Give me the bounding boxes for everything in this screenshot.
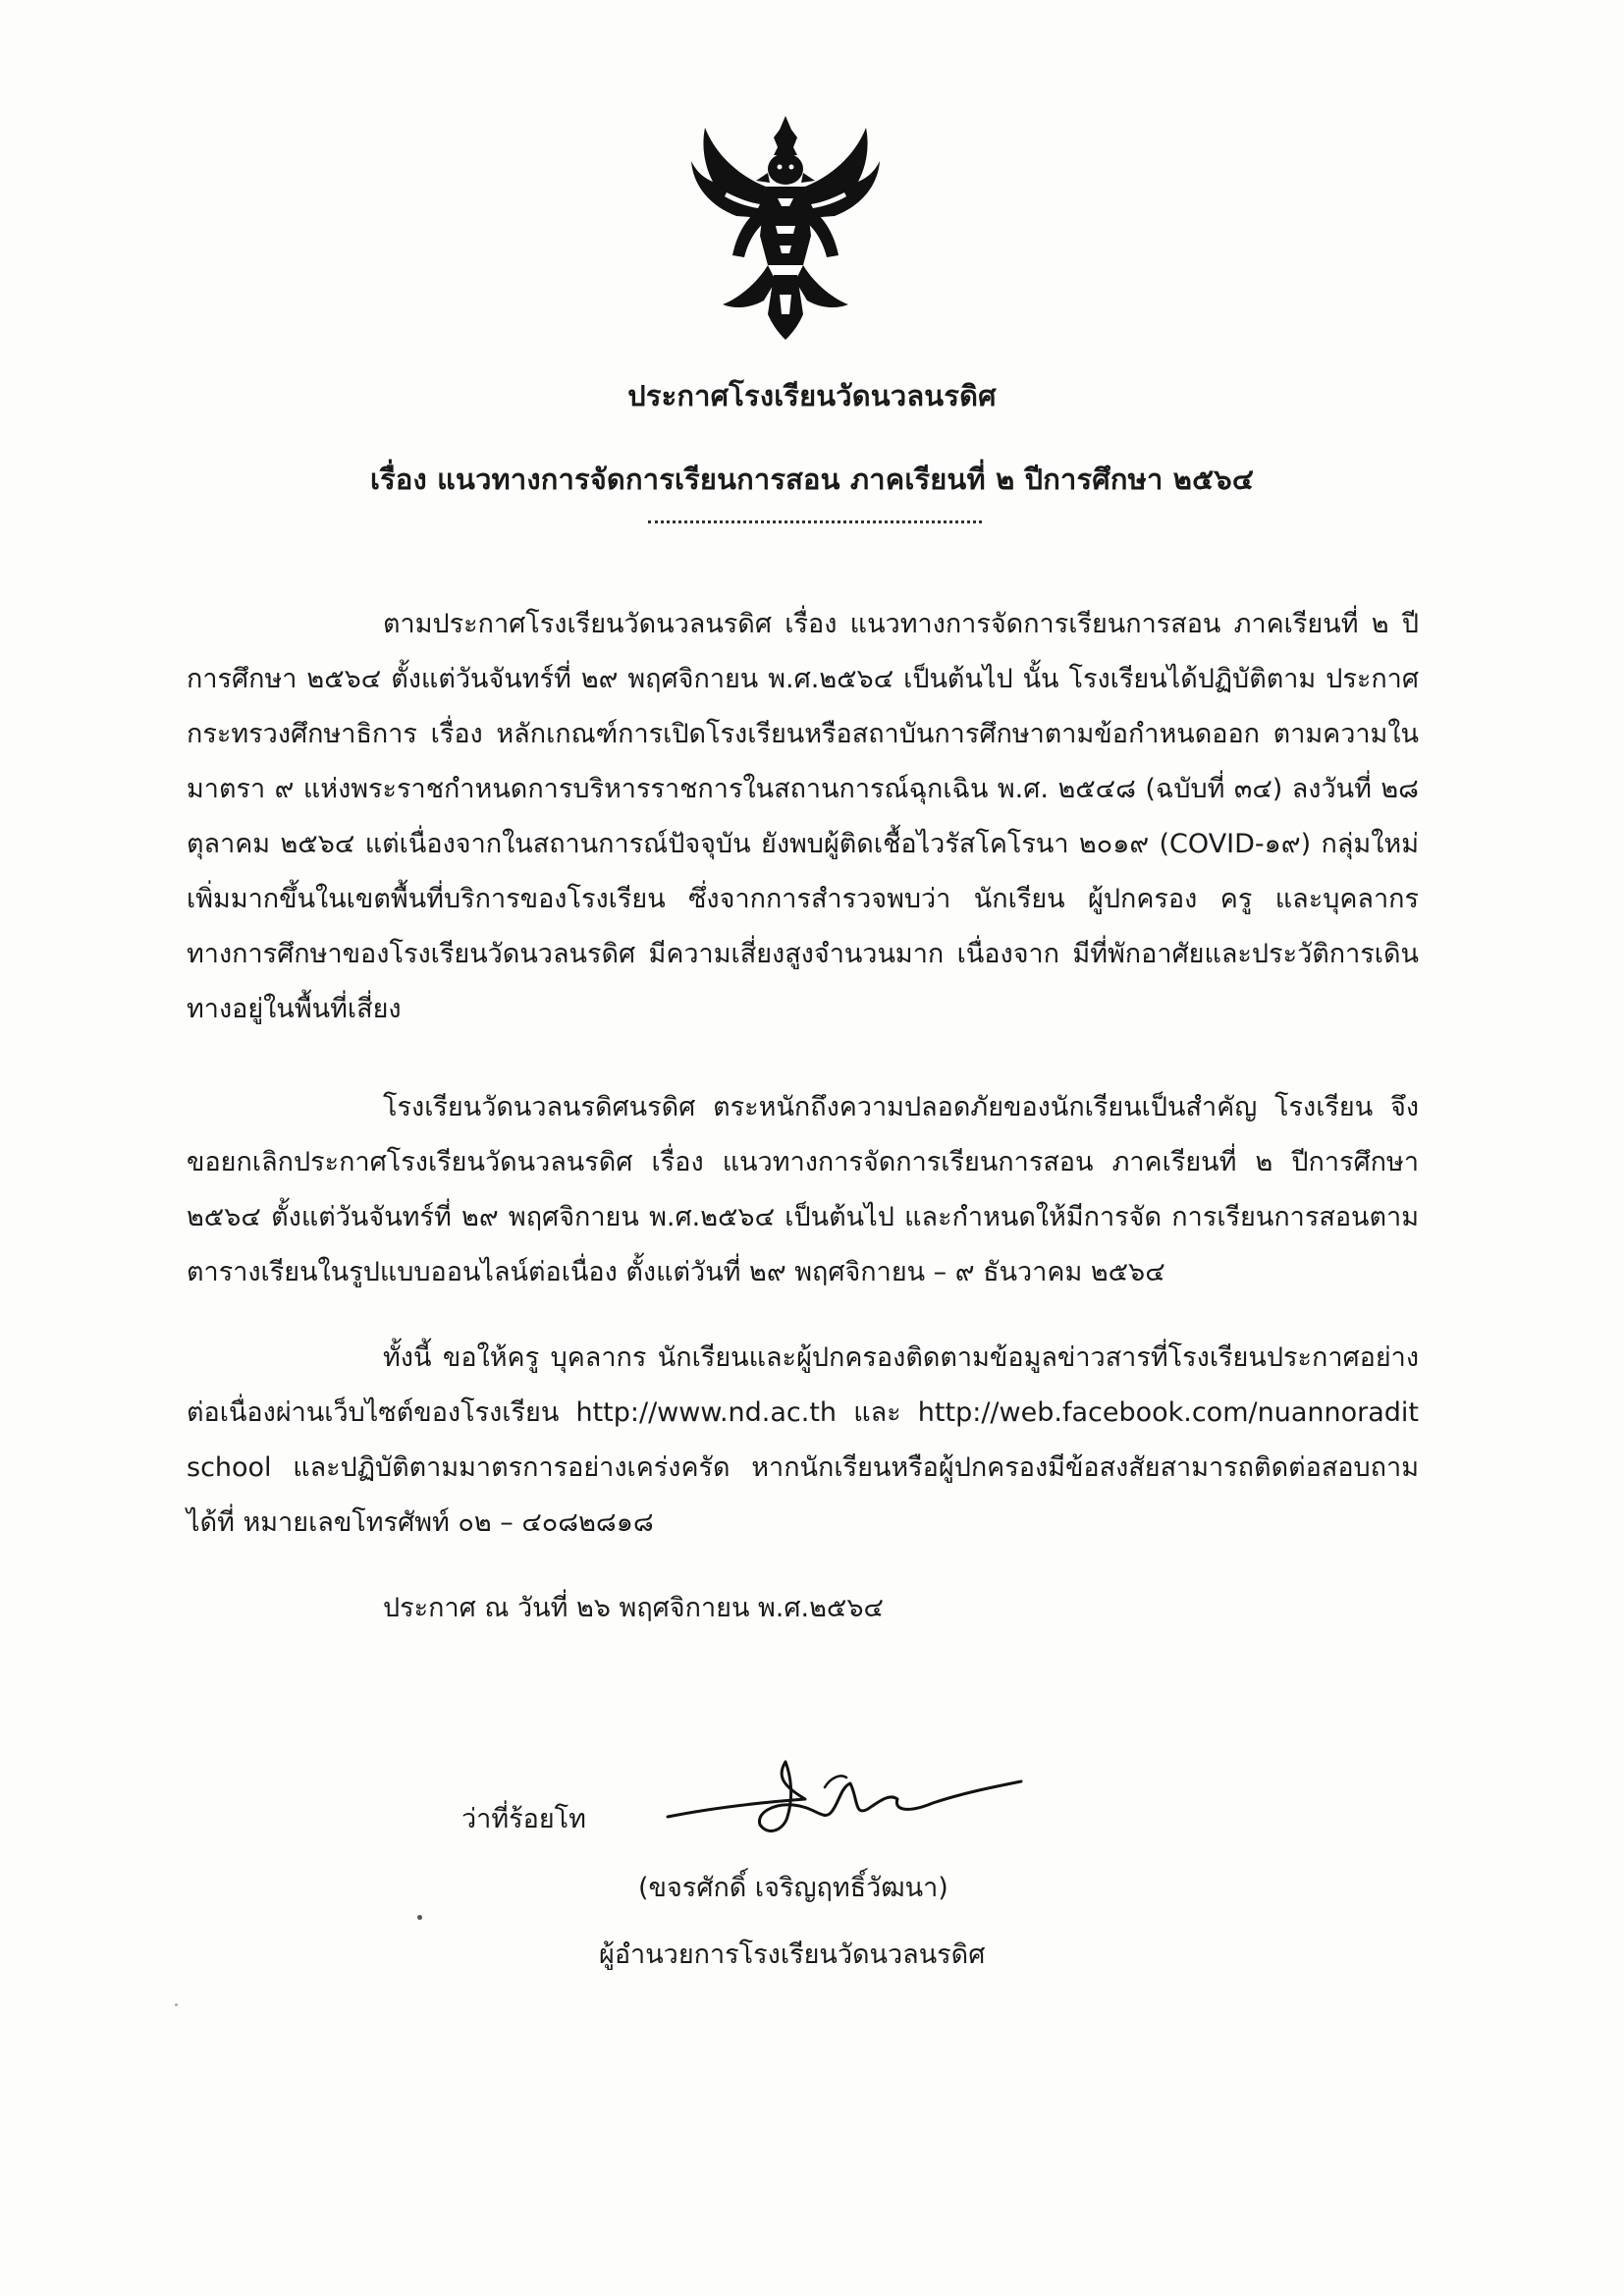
body-paragraph-1: ตามประกาศโรงเรียนวัดนวลนรดิศ เรื่อง แนวทางการจัดการเรียนการสอน ภาคเรียนที่ ๒ ปีการศึกษา ๒๕๖๔ ตั้งแต่วันจันทร์ที่ ๒๙ พฤศจิกายน พ.ศ.๒๕๖๔ เป็นต้นไป นั้น โรงเรียนได้ปฏิบัติตาม ประกาศกระทรวงศึกษาธิการ เรื่อง หลักเกณฑ์การเปิดโรงเรียนหรือสถาบันการศึกษาตามข้อกำหนดออก ตามความใน มาตรา ๙ แห่งพระราชกำหนดการบริหารราชการในสถานการณ์ฉุกเฉิน พ.ศ. ๒๕๔๘ (ฉบับที่ ๓๔) ลงวันที่ ๒๘ ตุลาคม ๒๕๖๔ แต่เนื่องจากในสถานการณ์ปัจจุบัน ยังพบผู้ติดเชื้อไวรัสโคโรนา ๒๐๑๙ (COVID-๑๙) กลุ่มใหม่เพิ่มมากขึ้นในเขตพื้นที่บริการของโรงเรียน ซึ่งจากการสำรวจพบว่า นักเรียน ผู้ปกครอง ครู และบุคลากรทางการศึกษาของโรงเรียนวัดนวลนรดิศ มีความเสี่ยงสูงจำนวนมาก เนื่องจาก มีที่พักอาศัยและประวัติการเดินทางอยู่ในพื้นที่เสี่ยง — [187, 609, 1419, 1024]
announcement-subject: เรื่อง แนวทางการจัดการเรียนการสอน ภาคเรียนที่ ๒ ปีการศึกษา ๒๕๖๔ — [370, 463, 1254, 496]
scan-speck — [417, 1915, 422, 1920]
garuda-emblem-icon — [687, 108, 884, 344]
signature-icon — [658, 1748, 1031, 1856]
signer-rank: ว่าที่ร้อยโท — [461, 1804, 586, 1834]
scan-speck — [175, 2003, 178, 2006]
dotted-divider — [648, 520, 982, 523]
announcement-date: ประกาศ ณ วันที่ ๒๖ พฤศจิกายน พ.ศ.๒๕๖๔ — [383, 1593, 884, 1623]
signer-position: ผู้อำนวยการโรงเรียนวัดนวลนรดิศ — [599, 1940, 986, 1970]
announcement-title: ประกาศโรงเรียนวัดนวลนรดิศ — [627, 379, 997, 412]
body-paragraph-3: ทั้งนี้ ขอให้ครู บุคลากร นักเรียนและผู้ปกครองติดตามข้อมูลข่าวสารที่โรงเรียนประกาศอย่าง ต่อเนื่องผ่านเว็บไซต์ของโรงเรียน http://www.nd.ac.th และ http://web.facebook.com/nuannoradit school และปฏิบัติตามมาตรการอย่างเคร่งครัด หากนักเรียนหรือผู้ปกครองมีข้อสงสัยสามารถติดต่อสอบถาม ได้ที่ หมายเลขโทรศัพท์ ๐๒ – ๔๐๘๒๘๑๘ — [187, 1342, 1419, 1538]
body-paragraph-2: โรงเรียนวัดนวลนรดิศนรดิศ ตระหนักถึงความปลอดภัยของนักเรียนเป็นสำคัญ โรงเรียน จึงขอยกเลิกประกาศโรงเรียนวัดนวลนรดิศ เรื่อง แนวทางการจัดการเรียนการสอน ภาคเรียนที่ ๒ ปีการศึกษา ๒๕๖๔ ตั้งแต่วันจันทร์ที่ ๒๙ พฤศจิกายน พ.ศ.๒๕๖๔ เป็นต้นไป และกำหนดให้มีการจัด การเรียนการสอนตามตารางเรียนในรูปแบบออนไลน์ต่อเนื่อง ตั้งแต่วันที่ ๒๙ พฤศจิกายน – ๙ ธันวาคม ๒๕๖๔ — [187, 1092, 1419, 1287]
signer-name: (ขจรศักดิ์ เจริญฤทธิ์วัฒนา) — [638, 1873, 948, 1903]
